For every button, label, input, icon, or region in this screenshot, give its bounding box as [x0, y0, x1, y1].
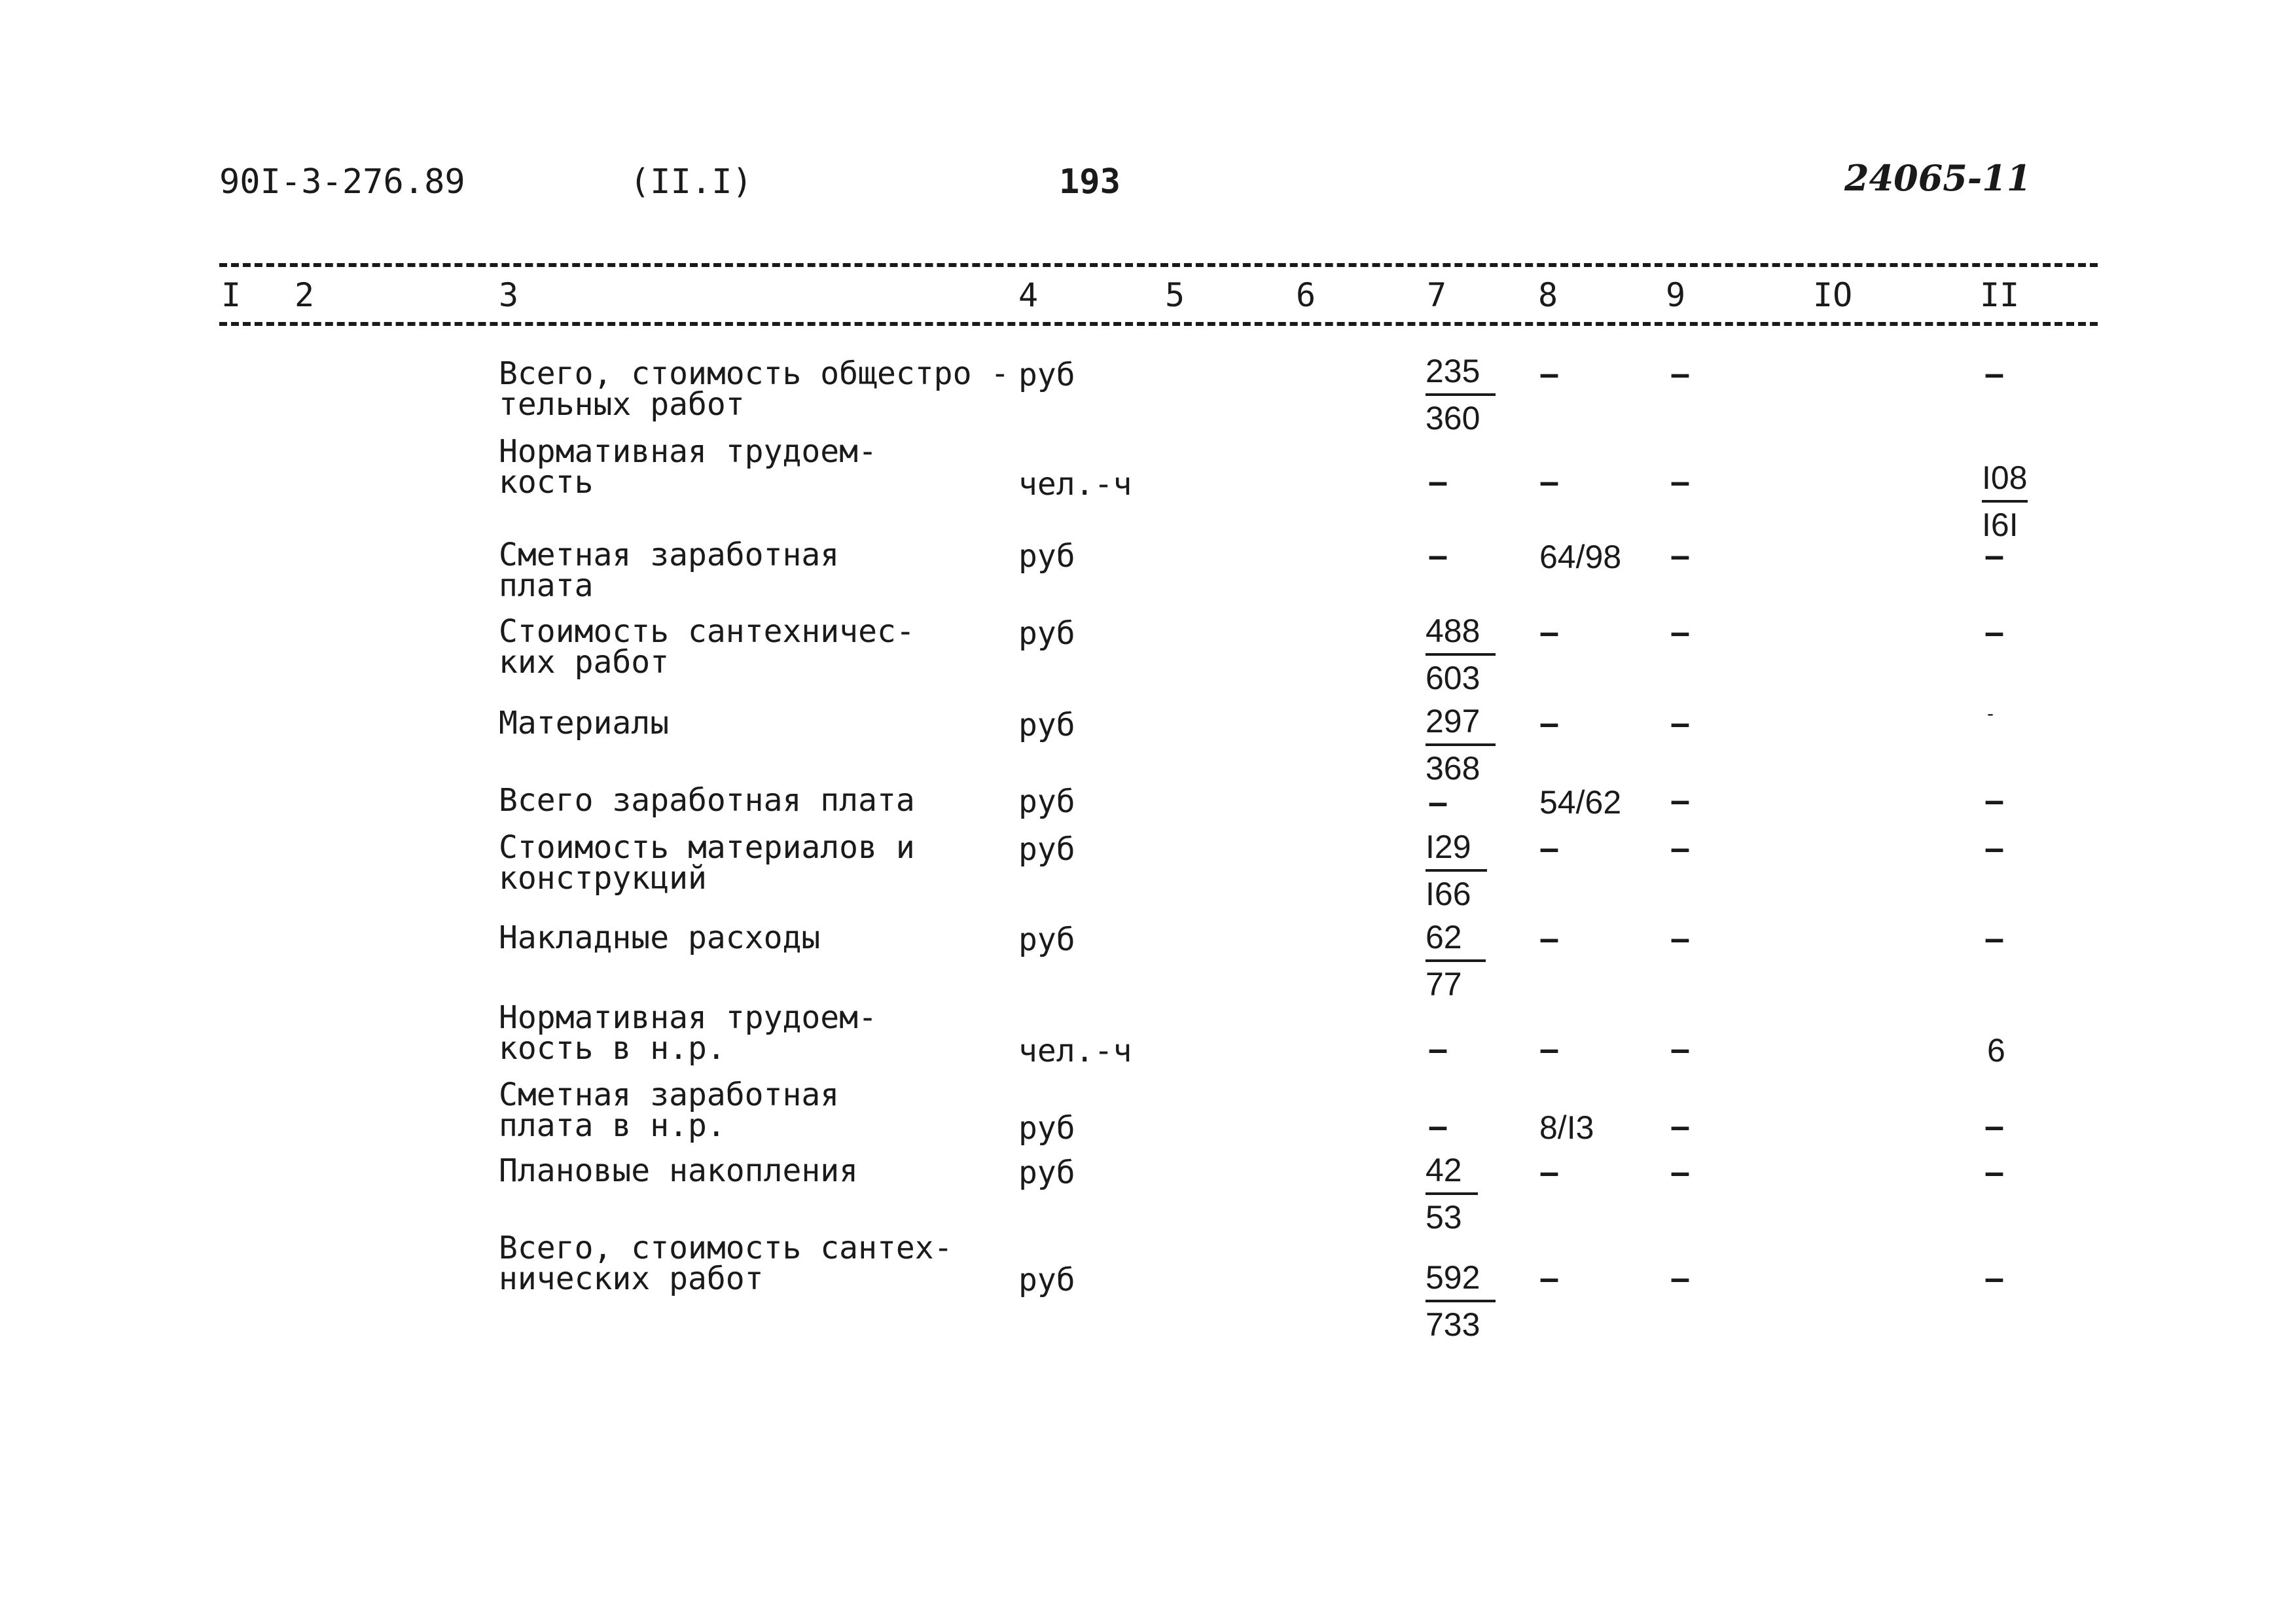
row-label: Нормативная трудоем- кость в н.р.: [499, 999, 877, 1067]
column-header-8: 8: [1538, 276, 1558, 314]
row-label: Материалы: [499, 705, 670, 741]
column-header-10: IO: [1813, 276, 1853, 314]
cell-col11: –: [1984, 919, 2005, 958]
cost-fraction: [1426, 699, 1496, 791]
column-header-5: 5: [1165, 276, 1185, 314]
cell-col11: -: [1987, 703, 1994, 724]
cell-col11: –: [1984, 781, 2005, 820]
cell-col11: –: [1984, 1152, 2005, 1192]
cell-col9: –: [1670, 1029, 1691, 1069]
cell-col11: –: [1984, 354, 2005, 393]
page-number: 193: [1059, 162, 1121, 202]
row-unit: руб: [1018, 921, 1075, 958]
cell-col8: –: [1539, 462, 1560, 501]
cell-col9: –: [1670, 613, 1691, 652]
cell-col11: 6: [1987, 1032, 2005, 1069]
row-label: Всего, стоимость сантех- нических работ: [499, 1230, 953, 1297]
column-header-7: 7: [1427, 276, 1447, 314]
cell-col8: 64/98: [1539, 539, 1622, 575]
cost-fraction: [1426, 609, 1496, 700]
column-header-6: 6: [1296, 276, 1316, 314]
cell-col7: –: [1428, 1029, 1448, 1069]
cell-col8: –: [1539, 613, 1560, 652]
column-header-4: 4: [1018, 276, 1039, 314]
cell-col8: –: [1539, 1258, 1560, 1298]
fraction-denominator: I66: [1426, 876, 1471, 912]
cell-col11: –: [1984, 1258, 2005, 1298]
cell-col9: –: [1670, 704, 1691, 743]
row-unit: руб: [1018, 707, 1075, 743]
cell-col8: –: [1539, 919, 1560, 958]
cell-col9: –: [1670, 462, 1691, 501]
row-unit: руб: [1018, 1262, 1075, 1298]
row-unit: руб: [1018, 831, 1075, 868]
cell-col9: –: [1670, 829, 1691, 868]
cell-col7: –: [1428, 783, 1448, 822]
cell-col11: –: [1984, 536, 2005, 575]
cell-col8: –: [1539, 354, 1560, 393]
row-unit: руб: [1018, 538, 1075, 575]
row-unit: руб: [1018, 1154, 1075, 1191]
fraction-denominator: 368: [1426, 750, 1480, 787]
fraction-numerator: 235: [1426, 349, 1496, 396]
row-label: Накладные расходы: [499, 919, 821, 956]
fraction-numerator: 297: [1426, 699, 1496, 746]
column-header-3: 3: [499, 276, 519, 314]
cell-col8: 54/62: [1539, 784, 1622, 821]
cell-col7: –: [1428, 462, 1448, 501]
row-label: Стоимость материалов и конструкций: [499, 829, 915, 897]
fraction-numerator: I29: [1426, 825, 1487, 872]
labor-fraction: [1982, 455, 2028, 547]
fraction-numerator: 488: [1426, 609, 1496, 656]
cell-col9: –: [1670, 1258, 1691, 1298]
header-rule-bottom: [219, 322, 2098, 326]
row-label: Нормативная трудоем- кость: [499, 433, 877, 501]
fraction-numerator: 42: [1426, 1148, 1478, 1195]
row-label: Сметная заработная плата в н.р.: [499, 1077, 840, 1144]
row-unit: руб: [1018, 783, 1075, 820]
cell-col8: –: [1539, 1029, 1560, 1069]
column-header-11: II: [1980, 276, 2020, 314]
row-unit: руб: [1018, 1110, 1075, 1147]
row-label: Всего заработная плата: [499, 782, 915, 819]
cell-col7: –: [1428, 1107, 1448, 1146]
cell-col9: –: [1670, 354, 1691, 393]
row-unit: чел.-ч: [1018, 466, 1132, 503]
cell-col8: –: [1539, 1152, 1560, 1192]
cell-col11: –: [1984, 1107, 2005, 1146]
fraction-denominator: 53: [1426, 1199, 1462, 1236]
cell-col9: –: [1670, 781, 1691, 820]
row-unit: руб: [1018, 357, 1075, 393]
fraction-denominator: 733: [1426, 1306, 1480, 1343]
fraction-numerator: I08: [1982, 455, 2028, 503]
row-label: Стоимость сантехничес- ких работ: [499, 613, 915, 681]
cell-col9: –: [1670, 919, 1691, 958]
cell-col11: –: [1984, 829, 2005, 868]
cost-fraction: [1426, 915, 1486, 1007]
handwritten-number: 24065-11: [1844, 157, 2032, 199]
cost-fraction: [1426, 1148, 1478, 1240]
row-unit: чел.-ч: [1018, 1033, 1132, 1069]
cost-fraction: [1426, 825, 1487, 916]
cell-col7: –: [1428, 536, 1448, 575]
column-header-9: 9: [1666, 276, 1686, 314]
fraction-numerator: 62: [1426, 915, 1486, 962]
document-code: 90I-3-276.89: [219, 162, 465, 202]
row-label: Всего, стоимость общестро - тельных работ: [499, 355, 1010, 423]
cell-col9: –: [1670, 1152, 1691, 1192]
fraction-denominator: I6I: [1982, 507, 2018, 543]
row-label: Плановые накопления: [499, 1152, 859, 1189]
cost-fraction: [1426, 1255, 1496, 1347]
section-number: (II.I): [630, 162, 753, 202]
cell-col9: –: [1670, 1107, 1691, 1146]
row-unit: руб: [1018, 615, 1075, 652]
cell-col8: 8/I3: [1539, 1109, 1594, 1146]
cost-fraction: [1426, 349, 1496, 440]
header-rule-top: [219, 263, 2098, 267]
cell-col11: –: [1984, 613, 2005, 652]
fraction-denominator: 603: [1426, 660, 1480, 696]
fraction-denominator: 360: [1426, 400, 1480, 437]
cell-col8: –: [1539, 829, 1560, 868]
cell-col8: –: [1539, 704, 1560, 743]
fraction-numerator: 592: [1426, 1255, 1496, 1302]
row-label: Сметная заработная плата: [499, 537, 840, 604]
column-header-2: 2: [295, 276, 315, 314]
column-header-1: I: [221, 276, 242, 314]
cell-col9: –: [1670, 536, 1691, 575]
fraction-denominator: 77: [1426, 966, 1462, 1003]
